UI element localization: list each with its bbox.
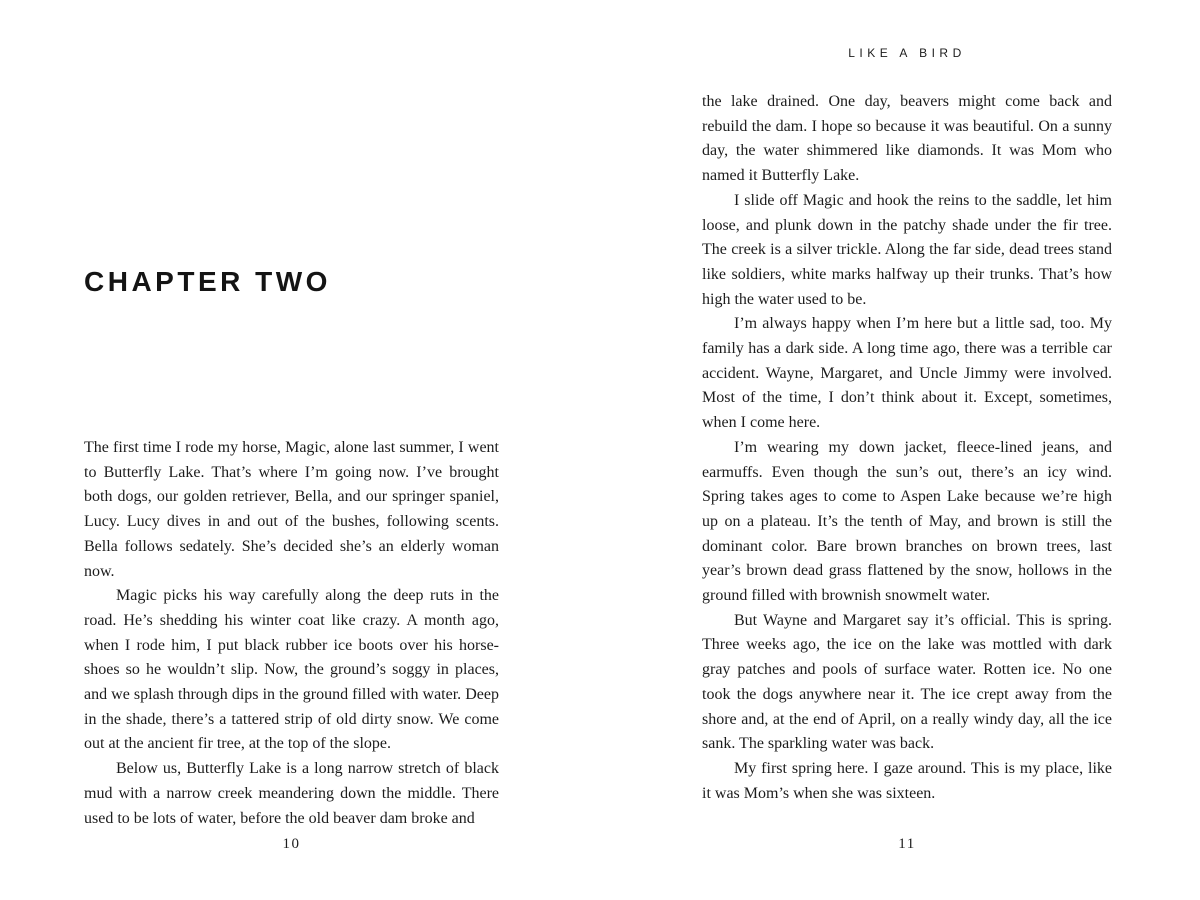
running-header: LIKE A BIRD	[848, 46, 966, 60]
left-page-body	[84, 436, 499, 831]
paragraph: My first spring here. I gaze around. This is my place, like it was Mom’s when she was sixteen.	[702, 759, 1112, 802]
paragraph: I slide off Magic and hook the reins to the saddle, let him loose, and plunk down in the patchy shade under the fir tree. The creek is a silver trickle. Along the far side, dead trees stand like soldiers, white marks halfway up their trunks. That’s how high the water used to be.	[702, 191, 1112, 308]
paragraph: Below us, Butterfly Lake is a long narrow stretch of black mud with a narrow creek meandering down the middle. There used to be lots of water, before the old beaver dam broke and	[84, 760, 499, 827]
page-left	[84, 0, 499, 900]
page-number-right: 11	[898, 836, 916, 852]
paragraph: the lake drained. One day, beavers might come back and rebuild the dam. I hope so because it was beautiful. On a sunny day, the water shimmered like diamonds. It was Mom who named it Butterfly Lake.	[702, 93, 1112, 185]
chapter-heading: CHAPTER TWO	[84, 266, 331, 297]
paragraph: The first time I rode my horse, Magic, alone last summer, I went to Butterfly Lake. That’s where I’m going now. I’ve brought both dogs, our golden retriever, Bella, and our springer spaniel, Lucy. Lucy dives in and out of the bushes, following scents. Bella follows sedately. She’s decided she’s an elderly woman now.	[84, 439, 499, 580]
page-right	[702, 0, 1112, 900]
paragraph: I’m always happy when I’m here but a little sad, too. My family has a dark side. A long time ago, there was a terrible car accident. Wayne, Margaret, and Uncle Jimmy were involved. Most of the time, I don’t think about it. Except, sometimes, when I come here.	[702, 315, 1112, 432]
paragraph: But Wayne and Margaret say it’s official. This is spring. Three weeks ago, the ice on the lake was mottled with dark gray patches and pools of surface water. Rotten ice. No one took the dogs anywhere near it. The ice crept away from the shore and, at the end of April, on a really windy day, all the ice sank. The sparkling water was back.	[702, 611, 1112, 753]
page-number-left: 10	[282, 836, 301, 852]
right-page-body	[702, 90, 1112, 806]
paragraph: I’m wearing my down jacket, fleece-lined jeans, and earmuffs. Even though the sun’s out, there’s an icy wind. Spring takes ages to come to Aspen Lake because we’re high up on a plateau. It’s the tenth of May, and brown is still the dominant color. Bare brown branches on brown trees, last year’s brown dead grass flattened by the snow, hollows in the ground filled with brownish snowmelt water.	[702, 438, 1112, 605]
paragraph: Magic picks his way carefully along the deep ruts in the road. He’s shedding his winter coat like crazy. A month ago, when I rode him, I put black rubber ice boots over his horseshoes so he wouldn’t slip. Now, the ground’s soggy in places, and we splash through dips in the ground filled with water. Deep in the shade, there’s a tattered strip of old dirty snow. We come out at the ancient fir tree, at the top of the slope.	[84, 587, 499, 753]
